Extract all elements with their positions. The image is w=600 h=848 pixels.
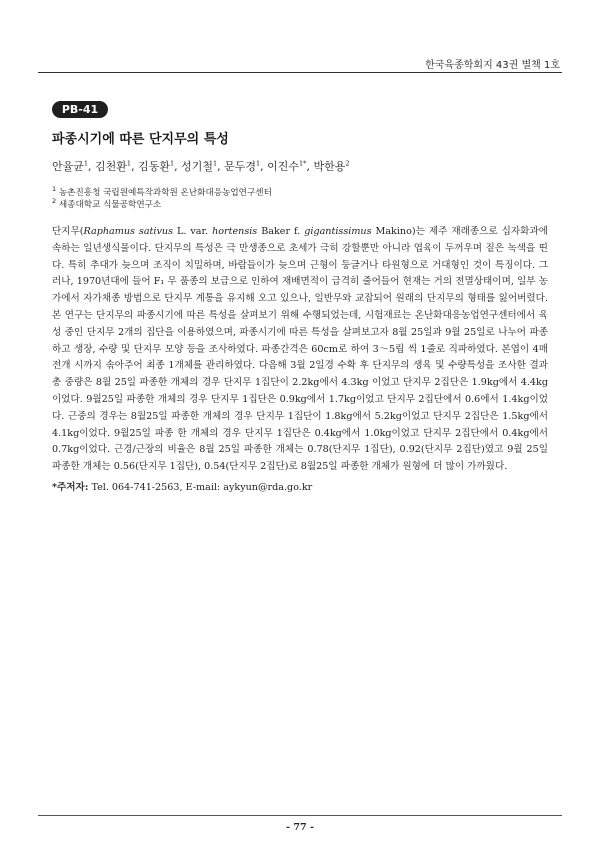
abstract-paragraph xyxy=(52,224,548,476)
author-affiliation-mark: 1* xyxy=(299,159,307,168)
author: 김천환$^1$ xyxy=(95,159,132,173)
affiliation xyxy=(52,187,272,199)
author: 이진수$^{1*}$ xyxy=(267,159,307,173)
footer-rule xyxy=(38,815,562,816)
contact-email: E-mail: aykyun@rda.go.kr xyxy=(185,482,313,493)
poster-id-badge: PB-41 xyxy=(52,101,108,118)
affiliation-text: 농촌진흥청 국립원예특작과학원 온난화대응농업연구센터 xyxy=(56,188,272,198)
contact-label: *주저자: xyxy=(52,482,89,493)
journal-header: 한국육종학회지 43권 별책 1호 xyxy=(425,60,560,71)
author-affiliation-mark: 1 xyxy=(169,159,175,168)
author-affiliation-mark: 1 xyxy=(256,159,261,168)
abstract xyxy=(52,224,548,476)
page-number: - 77 - xyxy=(286,822,314,833)
abstract-lead: 단지무( xyxy=(52,226,84,237)
abstract-body: Makino)는 제주 재래종으로 십자화과에 속하는 일년생식물이다. 단지무의 특성은 극 만생종으로 초세가 극히 강할뿐만 아니라 엽육이 두꺼우며 짙은 녹색을 띤다. 특히 추대가 늦으며 조직이 치밀하며, 바람들이가 늦으며 근형이 둥글거나 타원형으로 거대형인 것이 특징이다. 그러나, 1970년대에 들어 F₁ 무 품종의 보급으로 인하여 재배면적이 급격히 줄어들어 현재는 거의 전멸상태이며, 일부 농가에서 자가채종 방법으로 단지무 계통을 유지해 오고 있으나, 일반무와 교잡되어 원래의 단지무의 형태를 잃어버렸다. 본 연구는 단지무의 파종시기에 따른 특성을 살펴보기 위해 수행되었는데, 시험재료는 온난화대응농업연구센터에서 육성 중인 단지무 2개의 집단을 이용하였으며, 파종시기에 따른 특성을 살펴보고자 8월 25일과 9월 25일로 나누어 파종하고 생장, 수량 및 단지무 모양 등을 조사하였다. 파종간격은 60cm로 하여 3～5립 씩 1줄로 직파하였다. 본엽이 4매 전개 시까지 솎아주어 최종 1개체를 관리하였다. 다음해 3월 2일경 수확 후 단지무의 생육 및 수량특성을 조사한 결과 총 중량은 8월 25일 파종한 개체의 경우 단지무 1집단이 2.2kg에서 4.3kg 이었고 단지무 2집단은 1.9kg에서 4.4kg이었다. 9월25일 파종한 개체의 경우 단지무 1집단은 0.9kg에서 1.7kg이었고 단지무 2집단에서 0.6에서 1.4kg이었다. 근중의 경우는 8월25일 파종한 개체의 경우 단지무 1집단이 1.8kg에서 5.2kg이었고 단지무 2집단은 1.5kg에서 4.1kg이었다. 9월25일 파종 한 개체의 경우 단지무 1집단은 0.4kg에서 1.0kg이었고 단지무 2집단에서 0.4kg에서 0.7kg이었다. 근경/근장의 비율은 8월 25일 파종한 개체는 0.78(단지무 1집단), 0.92(단지무 2집단)였고 9월 25일 파종한 개체는 0.56(단지무 1집단), 0.54(단지무 2집단)로 8월25일 파종한 개체가 원형에 더 많이 가까웠다. xyxy=(52,226,548,473)
paper-title: 파종시기에 따른 단지무의 특성 xyxy=(52,132,229,147)
affiliation-list xyxy=(52,187,272,211)
abstract-mid2: Baker f. xyxy=(257,226,305,237)
scientific-genus: Raphamus sativus xyxy=(83,226,174,237)
author-affiliation-mark: 2 xyxy=(345,159,350,168)
author: 성기철$^1$ xyxy=(181,159,218,173)
corresponding-author xyxy=(52,479,312,493)
abstract-mid1: L. var. xyxy=(173,226,213,237)
scientific-variety: hortensis xyxy=(212,226,258,237)
author: 박한용$^2$ xyxy=(313,159,350,173)
author-affiliation-mark: 1 xyxy=(212,159,218,168)
author-affiliation-mark: 1 xyxy=(126,159,132,168)
affiliation-text: 세종대학교 식물공학연구소 xyxy=(56,200,162,210)
author: 김동환$^1$ xyxy=(138,159,175,173)
author-list: 안율균$^1$, 김천환$^1$, 김동환$^1$, 성기철$^1$, 문두경$^1$, 이진수$^{1*}$, 박한용$^2$ xyxy=(52,159,350,173)
affiliation-mark: 2 xyxy=(52,197,57,206)
header-rule xyxy=(38,72,562,73)
contact-tel: Tel. 064-741-2563, xyxy=(91,482,183,493)
author: 문두경$^1$ xyxy=(224,159,261,173)
affiliation-mark: 1 xyxy=(52,185,57,194)
scientific-form: gigantissimus xyxy=(304,226,372,237)
affiliation xyxy=(52,199,272,211)
author-affiliation-mark: 1 xyxy=(83,159,89,168)
author: 안율균$^1$ xyxy=(52,159,89,173)
